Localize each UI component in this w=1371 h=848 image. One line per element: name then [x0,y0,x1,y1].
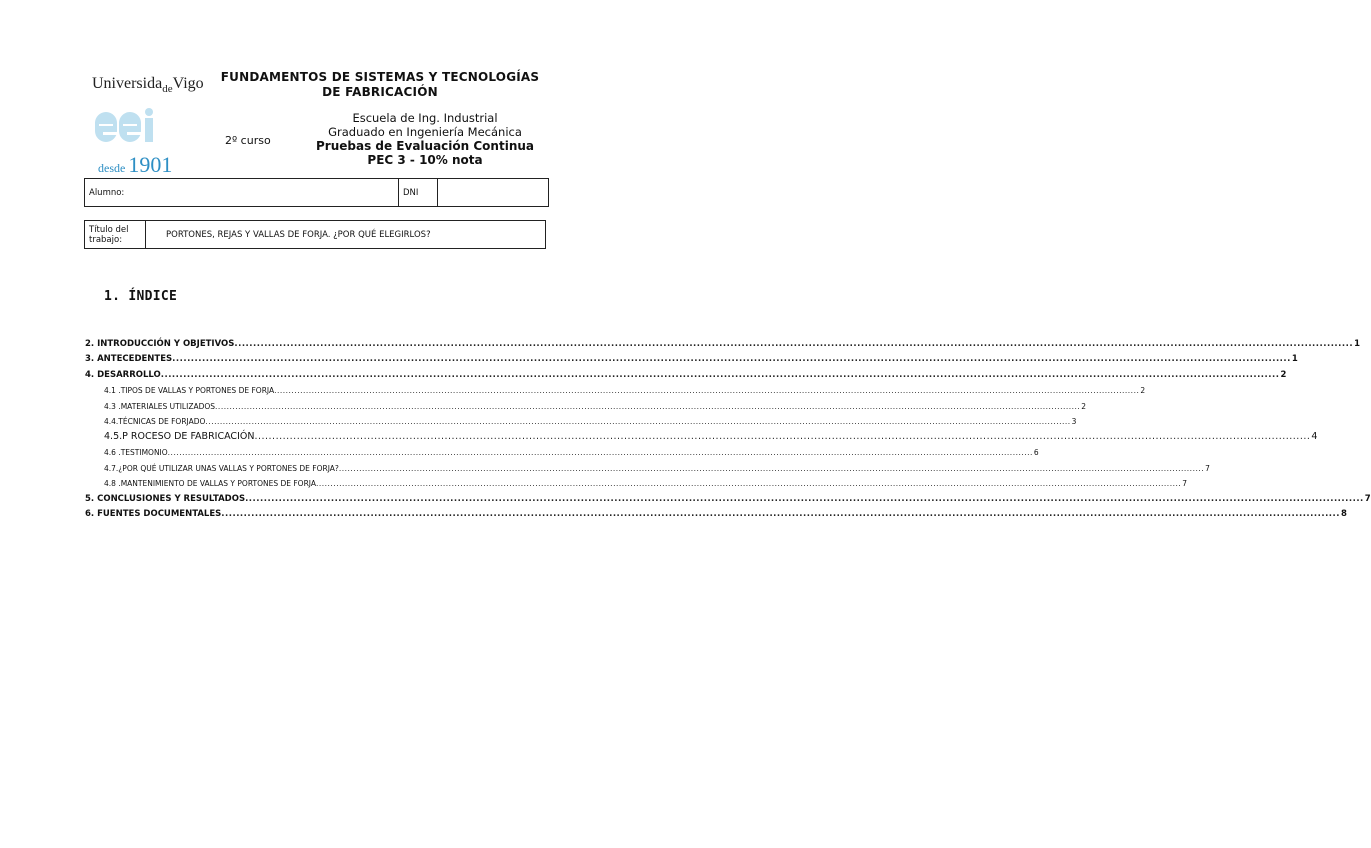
university-de-text: de [162,83,173,95]
toc-leader-dots: ............................................................................................................................................................................................................................................................................................................ [254,430,1311,442]
toc-leader-dots: ............................................................................................................................................................................................................................................................................................................ [234,338,1354,349]
toc-entry-label: 4.6 .TESTIMONIO [104,448,168,457]
desde-text: desde [98,161,126,175]
toc-leader-dots: ............................................................................................................................................................................................................................................................................................................ [215,401,1081,411]
toc-entry-label: 4.3 .MATERIALES UTILIZADOS [104,401,216,411]
toc-entry[interactable] [85,473,1188,489]
course-title-line1: FUNDAMENTOS DE SISTEMAS Y TECNOLOGÍAS [220,70,540,84]
course-year: 2º curso [225,134,271,147]
dni-value [438,179,549,207]
toc-entry-page: 7 [1182,479,1188,488]
toc-entry-page: 7 [1205,463,1210,473]
year-text: 1901 [128,152,173,177]
work-title-value: PORTONES, REJAS Y VALLAS DE FORJA. ¿POR QUÉ ELEGIRLOS? [146,221,546,249]
toc-entry-page: 7 [1364,493,1371,504]
toc-entry-page: 1 [1354,338,1360,349]
toc-entry[interactable] [85,457,1210,473]
toc-entry-page: 8 [1340,509,1347,519]
toc-entry[interactable] [85,411,1077,427]
university-logo [92,75,204,93]
table-of-contents [85,333,1371,519]
toc-leader-dots: ............................................................................................................................................................................................................................................................................................................ [205,417,1071,426]
student-box [84,178,549,207]
toc-leader-dots: ............................................................................................................................................................................................................................................................................................................ [172,354,1291,364]
school-info [300,111,550,167]
toc-leader-dots: ............................................................................................................................................................................................................................................................................................................ [167,448,1033,457]
university-name-text: Universida [92,75,163,92]
toc-entry-label: 3. ANTECEDENTES [85,354,173,364]
toc-entry-label: 4.4.TÉCNICAS DE FORJADO [104,417,206,426]
toc-entry[interactable] [85,349,1298,365]
toc-entry-page: 1 [1291,354,1298,364]
toc-entry-label: 4. DESARROLLO [85,369,161,380]
section-heading: 1. ÍNDICE [104,289,178,304]
toc-entry[interactable] [85,395,1087,411]
founding-year [98,152,172,178]
toc-entry[interactable] [85,380,1146,396]
toc-entry-page: 4 [1311,430,1318,442]
toc-leader-dots: ............................................................................................................................................................................................................................................................................................................ [160,369,1280,380]
toc-entry-page: 2 [1280,369,1287,380]
alumno-label: Alumno: [89,187,125,198]
university-vigo-text: Vigo [172,75,204,92]
toc-entry[interactable] [85,426,1318,442]
toc-entry[interactable] [85,364,1287,380]
pruebas-text: Pruebas de Evaluación Continua [316,139,534,153]
work-title-label: Título del trabajo: [85,221,146,249]
school-name: Escuela de Ing. Industrial [352,111,498,125]
course-title [220,70,540,100]
toc-entry-label: 5. CONCLUSIONES Y RESULTADOS [85,493,246,504]
toc-leader-dots: ............................................................................................................................................................................................................................................................................................................ [316,479,1182,488]
course-title-line2: DE FABRICACIÓN [322,85,438,99]
toc-leader-dots: ............................................................................................................................................................................................................................................................................................................ [338,463,1205,473]
toc-entry-label: 4.8 .MANTENIMIENTO DE VALLAS Y PORTONES DE FORJA [104,479,317,488]
toc-entry-label: 2. INTRODUCCIÓN Y OBJETIVOS [85,338,235,349]
toc-entry[interactable] [85,442,1039,458]
toc-leader-dots: ............................................................................................................................................................................................................................................................................................................ [274,386,1140,395]
toc-entry-label: 4.7.¿POR QUÉ UTILIZAR UNAS VALLAS Y PORTONES DE FORJA? [104,463,339,473]
toc-entry[interactable] [85,333,1360,349]
toc-entry-label: 4.5.P ROCESO DE FABRICACIÓN [104,430,255,442]
school-logo-icon [95,108,173,158]
pec-text: PEC 3 - 10% nota [367,153,483,167]
dni-label: DNI [399,179,438,207]
toc-leader-dots: ............................................................................................................................................................................................................................................................................................................ [245,493,1364,504]
toc-entry-page: 2 [1081,401,1087,411]
toc-entry-label: 4.1 .TIPOS DE VALLAS Y PORTONES DE FORJA [104,386,275,395]
work-title-box [84,220,546,249]
degree-name: Graduado en Ingeniería Mecánica [328,125,522,139]
toc-leader-dots: ............................................................................................................................................................................................................................................................................................................ [221,509,1340,519]
toc-entry[interactable] [85,488,1371,504]
toc-entry-page: 2 [1140,386,1146,395]
alumno-cell [85,179,399,207]
toc-entry-page: 6 [1033,448,1039,457]
toc-entry-label: 6. FUENTES DOCUMENTALES [85,509,222,519]
toc-entry-page: 3 [1071,417,1077,426]
toc-entry[interactable] [85,504,1347,520]
